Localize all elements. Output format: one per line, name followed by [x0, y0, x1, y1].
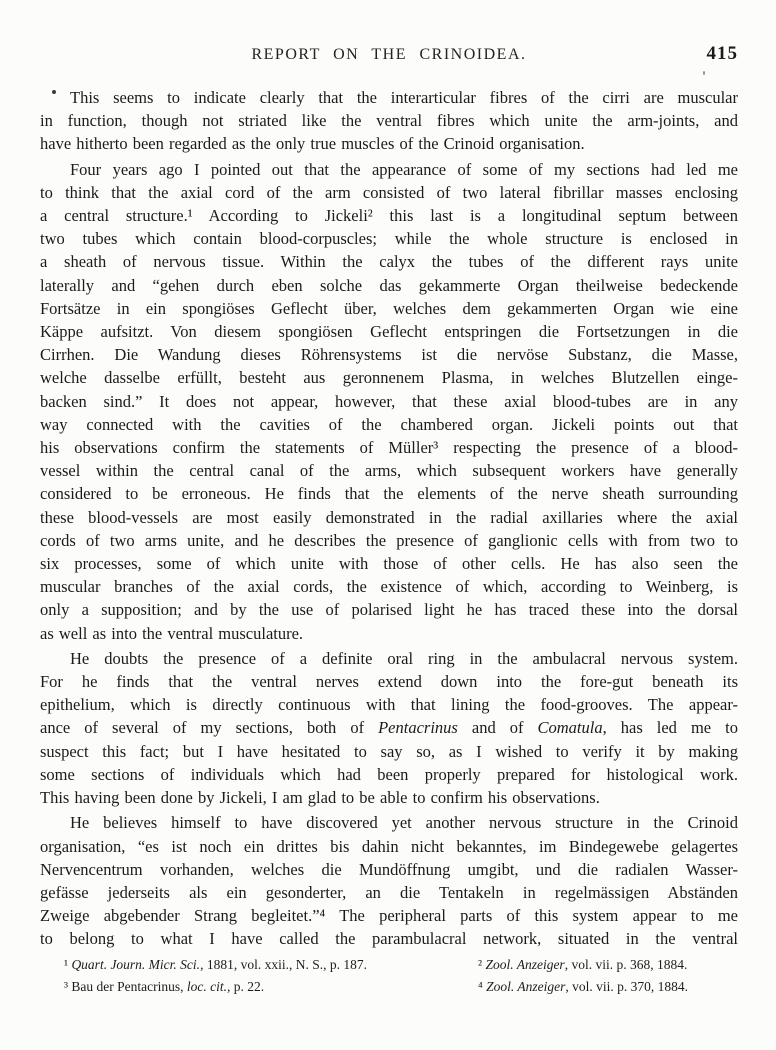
text-line — [40, 716, 738, 739]
text-line — [40, 575, 738, 598]
text-segment: Käppe aufsitzt. Von diesem spongiösen Geflecht entspringen die Fortsetzungen in die — [40, 322, 738, 342]
text-line — [40, 86, 738, 109]
text-segment: This seems to indicate clearly that the interarticular fibres of the cirri are muscular — [70, 88, 738, 107]
text-line — [478, 976, 738, 998]
text-segment: epithelium, which is directly continuous with that lining the food-grooves. The appear- — [40, 695, 738, 715]
text-segment: He believes himself to have discovered yet another nervous structure in the Crinoid — [70, 813, 738, 833]
text-segment: organisation, “es ist noch ein drittes bis dahin nicht bekanntes, im Bindegewebe gelagertes — [40, 836, 738, 856]
italic-text: Zool. Anzeiger — [486, 978, 566, 994]
text-segment: muscular branches of the axial cords, the existence of which, according to Weinberg, is — [40, 577, 738, 597]
text-line — [40, 835, 738, 858]
text-line — [40, 109, 738, 132]
italic-text: Pentacrinus — [378, 718, 458, 738]
text-line — [478, 954, 738, 976]
text-segment: some sections of individuals which had been properly prepared for histological work. — [40, 764, 738, 784]
text-segment: to belong to what I have called the parambulacral network, situated in the ventral — [40, 929, 738, 949]
text-segment: backen sind.” It does not appear, however, that these axial blood-tubes are in any — [40, 391, 738, 411]
text-segment: Cirrhen. Die Wandung dieses Röhrensystems ist die nervöse Substanz, die Masse, — [40, 345, 738, 365]
text-segment: ³ Bau der Pentacrinus, — [64, 978, 187, 994]
text-segment: a sheath of nervous tissue. Within the calyx the tubes of the different rays unite — [40, 252, 738, 272]
text-line — [40, 881, 738, 904]
text-segment: For he finds that the ventral nerves extend down into the fore-gut beneath its — [40, 672, 738, 692]
text-line — [40, 529, 738, 552]
running-title: REPORT ON THE CRINOIDEA. — [251, 46, 527, 63]
text-segment: , vol. vii. p. 368, 1884. — [564, 957, 688, 972]
text-segment: way connected with the cavities of the chambered organ. Jickeli points out that — [40, 414, 738, 434]
text-segment: a central structure.¹ According to Jickeli² this last is a longitudinal septum between — [40, 206, 738, 226]
text-segment: considered to be erroneous. He finds that the elements of the nerve sheath surrounding — [40, 484, 738, 504]
italic-text: Quart. Journ. Micr. Sci. — [71, 957, 201, 972]
text-line — [40, 204, 738, 227]
italic-text: Comatula — [537, 718, 603, 738]
text-line — [40, 413, 738, 436]
paragraph — [40, 86, 738, 156]
text-segment: these blood-vessels are most easily demonstrated in the radial axillaries where the axial — [40, 507, 738, 527]
text-line — [40, 297, 738, 320]
text-line — [40, 904, 738, 927]
text-line — [64, 954, 478, 976]
scan-artifact-mark — [703, 71, 705, 75]
text-segment: , p. 22. — [227, 978, 265, 994]
text-line — [40, 482, 738, 505]
text-segment: laterally and “gehen durch eben solche das gekammerte Organ theilweise bedeckende — [40, 275, 738, 295]
text-line — [40, 320, 738, 343]
page-header — [40, 43, 738, 70]
text-segment: vessel within the central canal of the arms, which subsequent workers have generally — [40, 461, 738, 481]
text-line — [40, 366, 738, 389]
text-line — [40, 858, 738, 881]
text-segment: Fortsätze in ein spongiöses Geflecht über, welches dem gekammerten Organ wie eine — [40, 298, 738, 318]
footnotes-left-column — [40, 954, 478, 997]
text-line — [40, 927, 738, 950]
text-segment: ⁴ — [478, 978, 487, 994]
page-number: 415 — [706, 43, 738, 64]
text-segment: , has led me to — [602, 718, 738, 738]
text-segment: cords of two arms unite, and he describes the presence of ganglionic cells with from two to — [40, 530, 738, 550]
text-segment: welche dasselbe erfüllt, besteht aus geronnenem Plasma, in welches Blutzellen einge- — [40, 368, 738, 388]
text-segment: and of — [457, 718, 538, 738]
text-segment: to think that the axial cord of the arm consisted of two lateral fibrillar masses enclosing — [40, 182, 738, 202]
text-segment: Nervencentrum vorhanden, welches die Mundöffnung umgibt, und die radialen Wasser- — [40, 859, 738, 879]
text-segment: as well as into the ventral musculature. — [40, 623, 304, 643]
text-segment: six processes, some of which unite with those of other cells. He has also seen the — [40, 554, 738, 574]
text-line — [40, 693, 738, 716]
text-line — [40, 647, 738, 670]
italic-text: Zool. Anzeiger — [485, 957, 565, 972]
text-segment: have hitherto been regarded as the only true muscles of the Crinoid organisation. — [40, 134, 585, 154]
text-line — [40, 670, 738, 693]
text-line — [40, 132, 738, 155]
italic-text: loc. cit. — [186, 978, 228, 994]
text-line — [40, 274, 738, 297]
text-line — [40, 622, 738, 645]
text-segment: two tubes which contain blood-corpuscles; while the whole structure is enclosed in — [40, 229, 738, 249]
text-segment: his observations confirm the statements of Müller³ respecting the presence of a blood- — [40, 438, 738, 458]
footnotes-right-column — [478, 954, 738, 997]
text-segment: Zweige abgebender Strang begleitet.”⁴ The peripheral parts of this system appear to me — [40, 906, 738, 926]
text-segment: ance of several of my sections, both of — [40, 718, 379, 738]
text-segment: Four years ago I pointed out that the appearance of some of my sections had led me — [70, 159, 738, 179]
text-segment: ¹ — [64, 957, 72, 972]
text-segment: This having been done by Jickeli, I am glad to be able to confirm his observations. — [40, 788, 600, 808]
text-line — [40, 436, 738, 459]
page-body — [40, 86, 738, 953]
text-line — [40, 786, 738, 809]
text-line — [40, 740, 738, 763]
text-segment: only a supposition; and by the use of polarised light he has traced these into the dorsal — [40, 600, 738, 620]
text-line — [40, 250, 738, 273]
paragraph — [40, 158, 738, 645]
text-line — [40, 343, 738, 366]
text-segment: He doubts the presence of a definite oral ring in the ambulacral nervous system. — [70, 648, 738, 668]
text-line — [40, 390, 738, 413]
text-segment: in function, though not striated like the ventral fibres which unite the arm-joints, and — [40, 111, 738, 131]
text-line — [40, 158, 738, 181]
text-line — [40, 552, 738, 575]
text-line — [40, 227, 738, 250]
text-line — [40, 181, 738, 204]
paragraph — [40, 811, 738, 950]
text-line — [40, 763, 738, 786]
footnotes — [40, 954, 738, 997]
text-line — [40, 506, 738, 529]
text-line — [40, 598, 738, 621]
text-line — [64, 976, 478, 998]
text-segment: , vol. vii. p. 370, 1884. — [565, 978, 688, 994]
text-line — [40, 459, 738, 482]
text-segment: gefässe jederseits als ein gesonderter, an die Tentakeln in regelmässigen Abständen — [40, 882, 738, 902]
text-line — [40, 811, 738, 834]
text-segment: suspect this fact; but I have hesitated to say so, as I wished to verify it by making — [40, 741, 738, 761]
text-segment: ² — [478, 957, 486, 972]
paragraph — [40, 647, 738, 809]
text-segment: , 1881, vol. xxii., N. S., p. 187. — [200, 957, 367, 972]
